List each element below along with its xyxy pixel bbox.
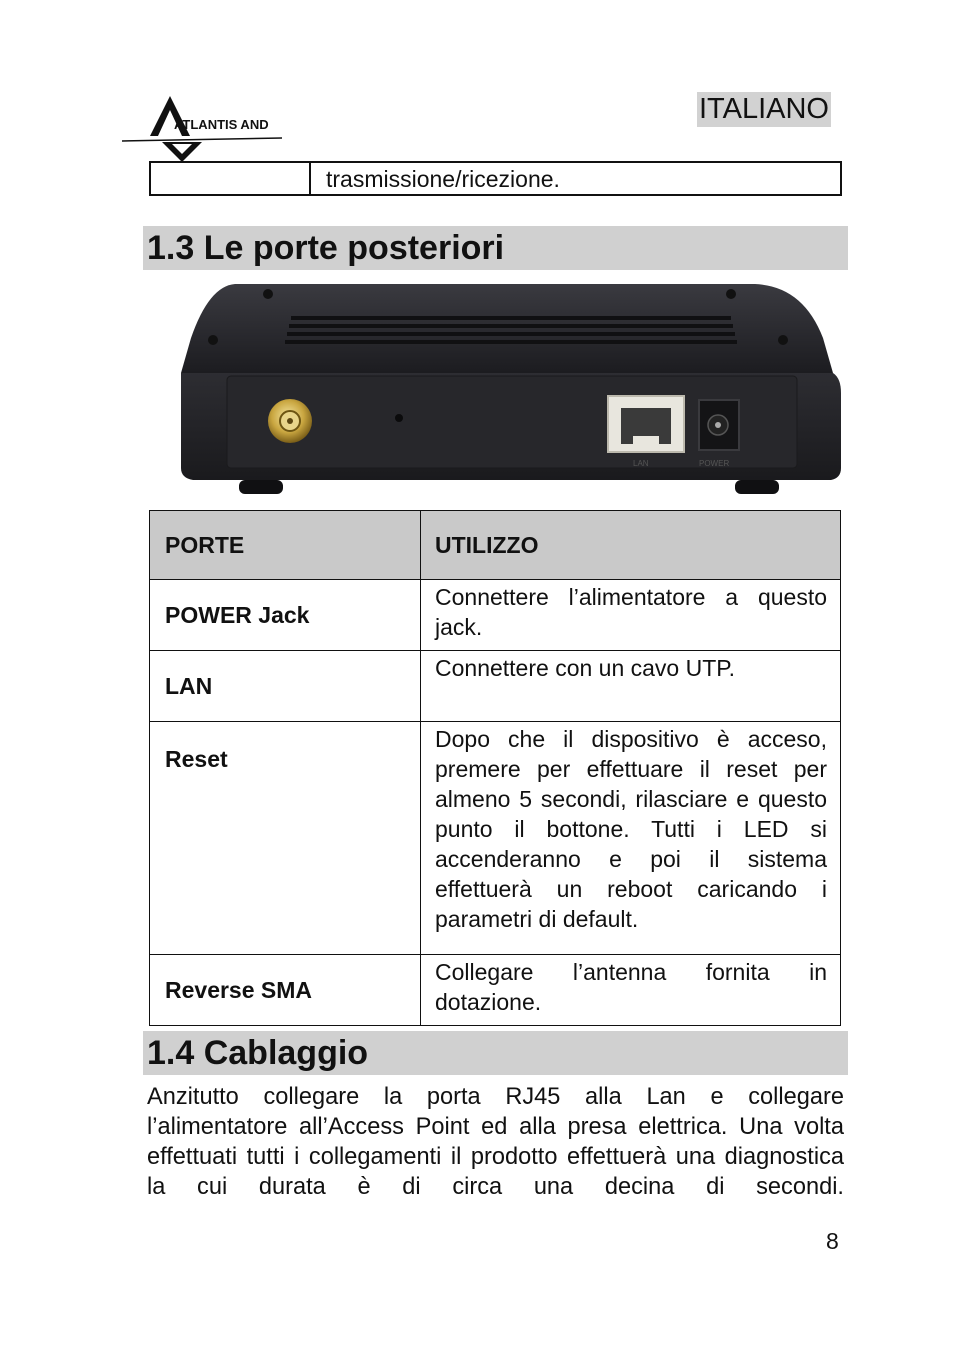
table-row [150,651,841,722]
section-heading-rear-ports: 1.3 Le porte posteriori [143,226,848,270]
port-usage: Connettere l’alimentatore a questo jack. [421,580,841,651]
logo-text: ATLANTIS AND [174,117,269,132]
table-row [150,722,841,955]
table-header-row [150,511,841,580]
port-name: Reverse SMA [150,955,421,1026]
port-name: LAN [150,651,421,722]
header-cell-usage: UTILIZZO [421,511,841,580]
device-rear-photo [143,278,848,506]
port-usage: Dopo che il dispositivo è acceso, premere per effettuare il reset per almeno 5 secondi, rilasciare e questo punto il bottone. Tutti i LED si accenderanno e poi il sistema effettuerà un reboot caricando i parametri di default. [421,722,841,955]
header-cell-ports: PORTE [150,511,421,580]
power-port-label: POWER [699,459,730,468]
port-name: Reset [150,722,421,955]
section-heading-cabling: 1.4 Cablaggio [143,1031,848,1075]
language-label: ITALIANO [699,93,829,125]
continuation-text: trasmissione/ricezione. [326,166,560,192]
page-number: 8 [826,1228,839,1254]
continuation-table-row [149,161,842,196]
rear-ports-table [149,510,841,1026]
port-usage: Connettere con un cavo UTP. [421,651,841,722]
cabling-paragraph: Anzitutto collegare la porta RJ45 alla Lan e collegare l’alimentatore all’Access Point ed alla presa elettrica. Una volta effettuati tutti i collegamenti il prodotto effettuerà una diagnostica la cui durata è di circa una decina di secondi. [147,1084,844,1200]
port-usage: Collegare l’antenna fornita in dotazione. [421,955,841,1026]
table-row [150,955,841,1026]
lan-port-label: LAN [633,459,649,468]
table-row [150,580,841,651]
atlantis-logo [122,92,282,164]
port-name: POWER Jack [150,580,421,651]
empty-cell [151,163,311,194]
